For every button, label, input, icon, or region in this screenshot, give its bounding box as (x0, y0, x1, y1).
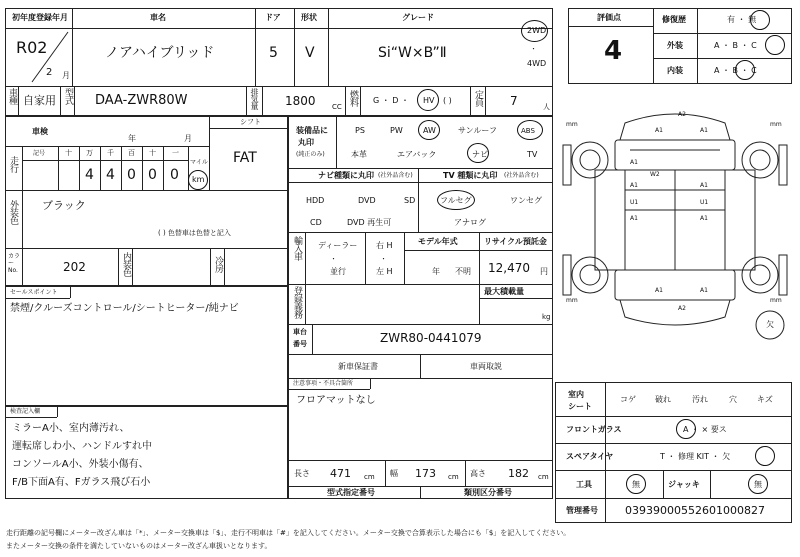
mark-8: A1 (700, 215, 708, 222)
import-label: 輸入車 (292, 236, 302, 260)
seat-item-3: 穴 (729, 395, 737, 404)
sales-point-text: 禁煙/クルーズコントロール/シートヒーター/純ナビ (10, 303, 239, 314)
mileage-label: 走行 (8, 156, 18, 172)
doors: 5 (269, 45, 278, 61)
color-label: 外装色 (8, 200, 18, 224)
mileage-digit-1: 4 (85, 167, 94, 183)
kg-unit: kg (542, 313, 551, 321)
seat-item-1: 破れ (655, 395, 671, 404)
length-value: 471 (330, 467, 351, 480)
navi-cd: CD (310, 218, 322, 227)
mile-label: マイル (190, 159, 208, 166)
width-value: 173 (415, 467, 436, 480)
inspection-label: 車検 (32, 127, 48, 136)
cc-unit: CC (332, 103, 342, 111)
seat-item-4: キズ (757, 395, 773, 404)
mileage-unit-5: 十 (149, 149, 156, 157)
import-dealer: ディーラー (318, 241, 358, 250)
max-load-label: 最大積載量 (484, 287, 524, 296)
spare-options: T ・ 修理 KIT ・ 欠 (660, 452, 731, 461)
equipment-sub: (純正のみ) (296, 151, 325, 158)
jack-circle (748, 474, 768, 494)
mgmt-label: 管理番号 (566, 506, 598, 515)
glass-options: A ・ × 要ス (683, 425, 727, 434)
mm-label-1: mm (566, 121, 578, 128)
mark-3: A1 (700, 182, 708, 189)
mark-1: A1 (655, 127, 663, 134)
equip-abs: ABS (521, 127, 535, 135)
shape: V (305, 45, 315, 61)
exterior-label: 外装 (667, 41, 683, 50)
reg-year-label: 初年度登録年月 (12, 13, 68, 22)
car-diagram (555, 95, 795, 383)
displacement-label: 排気量 (250, 88, 259, 109)
footer-line-2: またメーター交換の条件を満たしていないものはメーター改ざん車扱いとなります。 (6, 542, 272, 550)
capacity: 7 (510, 94, 518, 108)
mileage-unit-4: 百 (128, 149, 135, 157)
tools-value: 無 (632, 480, 640, 489)
mark-2: A1 (630, 182, 638, 189)
mileage-unit-2: 万 (86, 149, 93, 157)
mark-6: A1 (630, 215, 638, 222)
shift: FAT (233, 150, 257, 166)
usage: 自家用 (23, 94, 56, 107)
drive-4wd: 4WD (527, 59, 547, 68)
fuel-label: 燃料 (348, 90, 358, 106)
model: DAA-ZWR80W (95, 93, 188, 108)
equip-navi: ナビ (472, 150, 488, 159)
navi-sd: SD (404, 196, 416, 205)
tools-circle (626, 474, 646, 494)
equip-pw: PW (390, 126, 403, 135)
mark-4: U1 (630, 199, 639, 206)
import-parallel: 並行 (330, 267, 346, 276)
yen-unit: 円 (540, 267, 548, 276)
mileage-digit-5: 0 (170, 167, 179, 183)
mm-label-4: mm (770, 297, 782, 304)
tv-analog: アナログ (454, 218, 486, 227)
model-year-year: 年 (432, 267, 440, 276)
interior-color-label: 内装色 (121, 252, 131, 276)
tv-oneseg: ワンセグ (510, 196, 542, 205)
grade: Si“W×B”Ⅱ (378, 45, 447, 61)
import-right-h: 右 H (376, 241, 393, 250)
tv-fullseg-circle (437, 190, 475, 210)
grade-label: グレード (402, 13, 434, 22)
recycle-value: 12,470 (488, 261, 530, 275)
km-circle (188, 170, 208, 190)
inspector-line-0: ミラーA小、室内薄汚れ、 (12, 423, 130, 434)
km-label: km (192, 175, 205, 184)
mark-5: U1 (700, 199, 709, 206)
model-year-label: モデル年式 (418, 237, 458, 246)
inspector-line-2: コンソールA小、外装小傷有、 (12, 459, 149, 470)
footer-line-1: 走行距離の記号欄にメーター改ざん車は「*」、メーター交換車は「$」、走行不明車は「#」を記入してください。メーター交換で合算表示した場合にも「$」を記入してください。 (6, 529, 571, 537)
chassis-value: ZWR80-0441079 (380, 331, 482, 345)
inspector-line-1: 運転席しわ小、ハンドルすれ中 (12, 441, 152, 452)
color-no: 202 (63, 260, 86, 274)
registration-label: 登録義務 (292, 286, 302, 318)
mileage-unit-0: 記号 (33, 150, 46, 157)
width-cm: cm (448, 473, 459, 481)
model-year-unknown: 不明 (455, 267, 471, 276)
mark-10: A2 (678, 305, 686, 312)
auction-sheet: 初年度登録年月 R02 2 月 車名 ノアハイブリッド ドア 5 形状 V グレード Si“W×B”Ⅱ 2WD ・ 4WD 車種 自家用 型式 DAA-ZWR80W 排気量 1800 CC 燃料 G ・ D ・ HV ( ) 定員 7 人 車検 年 月 シフト FAT 走行 記号 十 万 千 百 十 一 4 4 0 0 0 マイル km 外装色 ブラック ( ) 色替車は色替と記入 カラーNo. 202 内装色 冷房 セールスポイント 禁煙/クルーズコントロール/シートヒーター/純ナビ 検査記入欄 ミラーA小、室内薄汚れ、 運転席しわ小、ハンドルすれ中 コンソールA小、外装小傷有、 F/B下面A有、Fガラス飛び石小 装備品に 丸印 (純正のみ) PS PW AW サンルーフ ABS 本革 エアバック ナビ TV ナビ種類に丸印 (社外品含む) HDD DVD SD CD DVD 再生可 TV 種類に丸印 (社外品含む) フルセグ ワンセグ アナログ 輸入車 ディーラー ・ 並行 右 H ・ 左 H モデル年式 年 不明 リサイクル預託金 12,470 円 登録義務 最大積載量 kg 車台 番号 ZWR80-0441079 新車保証書 車両取説 注意事項・不具合箇所 フロアマットなし 長さ 471 cm 幅 173 cm 高さ 182 cm 型式指定番号 類別区分番号 評価点 4 修復歴 有 ・ 無 外装 A ・ B ・ C 内装 A ・ B ・ C A2 A1 A1 A1 U1 U1 A1 W2 A1 A1 A2 A1 A1 A1 欠 mm mm mm mm 室内 シート コゲ 破れ 汚れ 穴 キズ フロントガラス A ・ × 要ス スペアタイヤ T ・ 修理 KIT ・ 欠 工具 無 ジャッキ 無 管理番号 03939000552601000827 走行距離の記号欄にメーター改ざん車は「*」、メーター交換車は「$」、走行不明車は「#」を記入してください。メーター交換で合算表示した場合にも「$」を記入してください。 またメーター交換の条件を満たしていないものはメーター改ざん車扱いとなります。 (0, 0, 800, 557)
reg-year: R02 (16, 38, 48, 57)
equip-navi-circle (467, 143, 489, 163)
inspector-line-3: F/B下面A有、Fガラス飛び石小 (12, 477, 151, 488)
notes-label: 注意事項・不具合箇所 (293, 380, 354, 387)
equipment-label: 装備品に (296, 126, 328, 135)
drive-2wd-circle (521, 20, 548, 42)
length-label: 長さ (294, 469, 310, 478)
inspector-label: 検査記入欄 (10, 408, 41, 415)
repair-label: 修復歴 (662, 15, 686, 24)
fuel-circle (417, 89, 439, 111)
glass-circle (676, 419, 696, 439)
mgmt-value: 03939000552601000827 (625, 504, 765, 517)
spare-circle (755, 446, 775, 466)
height-label: 高さ (470, 469, 486, 478)
color-note: ( ) 色替車は色替と記入 (158, 229, 231, 237)
navi-hdd: HDD (306, 196, 325, 205)
person-unit: 人 (543, 103, 550, 111)
equip-abs-circle (517, 120, 543, 140)
fuel-selected: HV (423, 96, 435, 105)
class-label: 類別区分番号 (464, 488, 512, 497)
equip-tv: TV (527, 150, 538, 159)
interior-circle (735, 60, 755, 80)
mark-7: W2 (650, 171, 660, 178)
jack-label: ジャッキ (668, 480, 700, 489)
seat-label: 室内 (568, 390, 584, 399)
door-label: ドア (265, 13, 281, 22)
shift-label: シフト (240, 118, 261, 126)
equip-aw-circle (418, 120, 440, 140)
color-no-label: カラーNo. (8, 253, 21, 275)
mileage-unit-1: 十 (65, 149, 72, 157)
mark-9: A1 (655, 287, 663, 294)
height-value: 182 (508, 467, 529, 480)
seat-item-0: コゲ (620, 395, 636, 404)
width-label: 幅 (390, 469, 398, 478)
score-label: 評価点 (597, 13, 621, 22)
exterior-options: A ・ B ・ C (714, 41, 757, 50)
navi-dvd: DVD (358, 196, 376, 205)
repair-options: 有 ・ 無 (727, 15, 757, 24)
inspection-month: 月 (184, 134, 192, 143)
color-value: ブラック (42, 199, 86, 212)
shape-label: 形状 (301, 13, 317, 22)
drive-2wd: 2WD (527, 26, 547, 35)
tools-label: 工具 (576, 480, 592, 489)
length-cm: cm (364, 473, 375, 481)
sales-point-label: セールスポイント (10, 289, 58, 296)
interior-label: 内装 (667, 66, 683, 75)
usage-label: 車種 (7, 88, 17, 104)
chassis-label: 車台 (293, 328, 307, 336)
mark-0: A2 (678, 111, 686, 118)
equip-leather: 本革 (351, 150, 367, 159)
mileage-unit-6: 一 (172, 149, 179, 157)
height-cm: cm (538, 473, 549, 481)
navi-dvd-play: DVD 再生可 (347, 218, 392, 227)
mark-11: A1 (700, 287, 708, 294)
equip-ps: PS (355, 126, 365, 135)
import-left-h: 左 H (376, 267, 393, 276)
mileage-digit-3: 0 (127, 167, 136, 183)
jack-value: 無 (754, 480, 762, 489)
capacity-label: 定員 (473, 90, 483, 106)
spare-label: スペアタイヤ (566, 452, 614, 461)
repair-circle (750, 10, 770, 30)
mark-12: A1 (700, 127, 708, 134)
car-name-label: 車名 (150, 13, 166, 22)
equip-sunroof: サンルーフ (458, 126, 497, 135)
mileage-digit-2: 4 (106, 167, 115, 183)
glass-label: フロントガラス (566, 425, 622, 434)
reg-month: 2 (46, 67, 53, 78)
displacement: 1800 (285, 94, 316, 108)
equip-airbag: エアバック (397, 150, 437, 159)
score-value: 4 (604, 36, 623, 66)
tv-fullseg: フルセグ (440, 196, 472, 205)
slash-line (30, 30, 70, 84)
fuel-paren: ( ) (443, 96, 452, 105)
seat-item-2: 汚れ (692, 395, 708, 404)
mark-13: A1 (630, 159, 638, 166)
exterior-circle (765, 35, 785, 55)
interior-options: A ・ B ・ C (714, 66, 757, 75)
model-label: 型式 (63, 88, 73, 104)
type-label: 型式指定番号 (327, 488, 375, 497)
equip-aw: AW (423, 126, 436, 135)
tv-label: TV 種類に丸印 (443, 171, 498, 180)
month-unit: 月 (62, 71, 70, 80)
mm-label-2: mm (770, 121, 782, 128)
mm-label-3: mm (566, 297, 578, 304)
mileage-digit-4: 0 (148, 167, 157, 183)
missing-mark: 欠 (766, 320, 774, 329)
inspection-year: 年 (128, 134, 136, 143)
mileage-unit-3: 千 (107, 149, 114, 157)
fuel-options: G ・ D ・ (373, 96, 409, 105)
ac-label: 冷房 (213, 256, 223, 272)
tv-sub: (社外品含む) (504, 172, 539, 179)
navi-label: ナビ種類に丸印 (318, 171, 374, 180)
notes-text: フロアマットなし (296, 395, 376, 406)
warranty-new-car: 新車保証書 (338, 362, 378, 371)
warranty-manual: 車両取説 (470, 362, 502, 371)
dot: ・ (530, 45, 537, 53)
car-name: ノアハイブリッド (105, 45, 215, 61)
navi-sub: (社外品含む) (378, 172, 413, 179)
recycle-label: リサイクル預託金 (484, 237, 547, 246)
